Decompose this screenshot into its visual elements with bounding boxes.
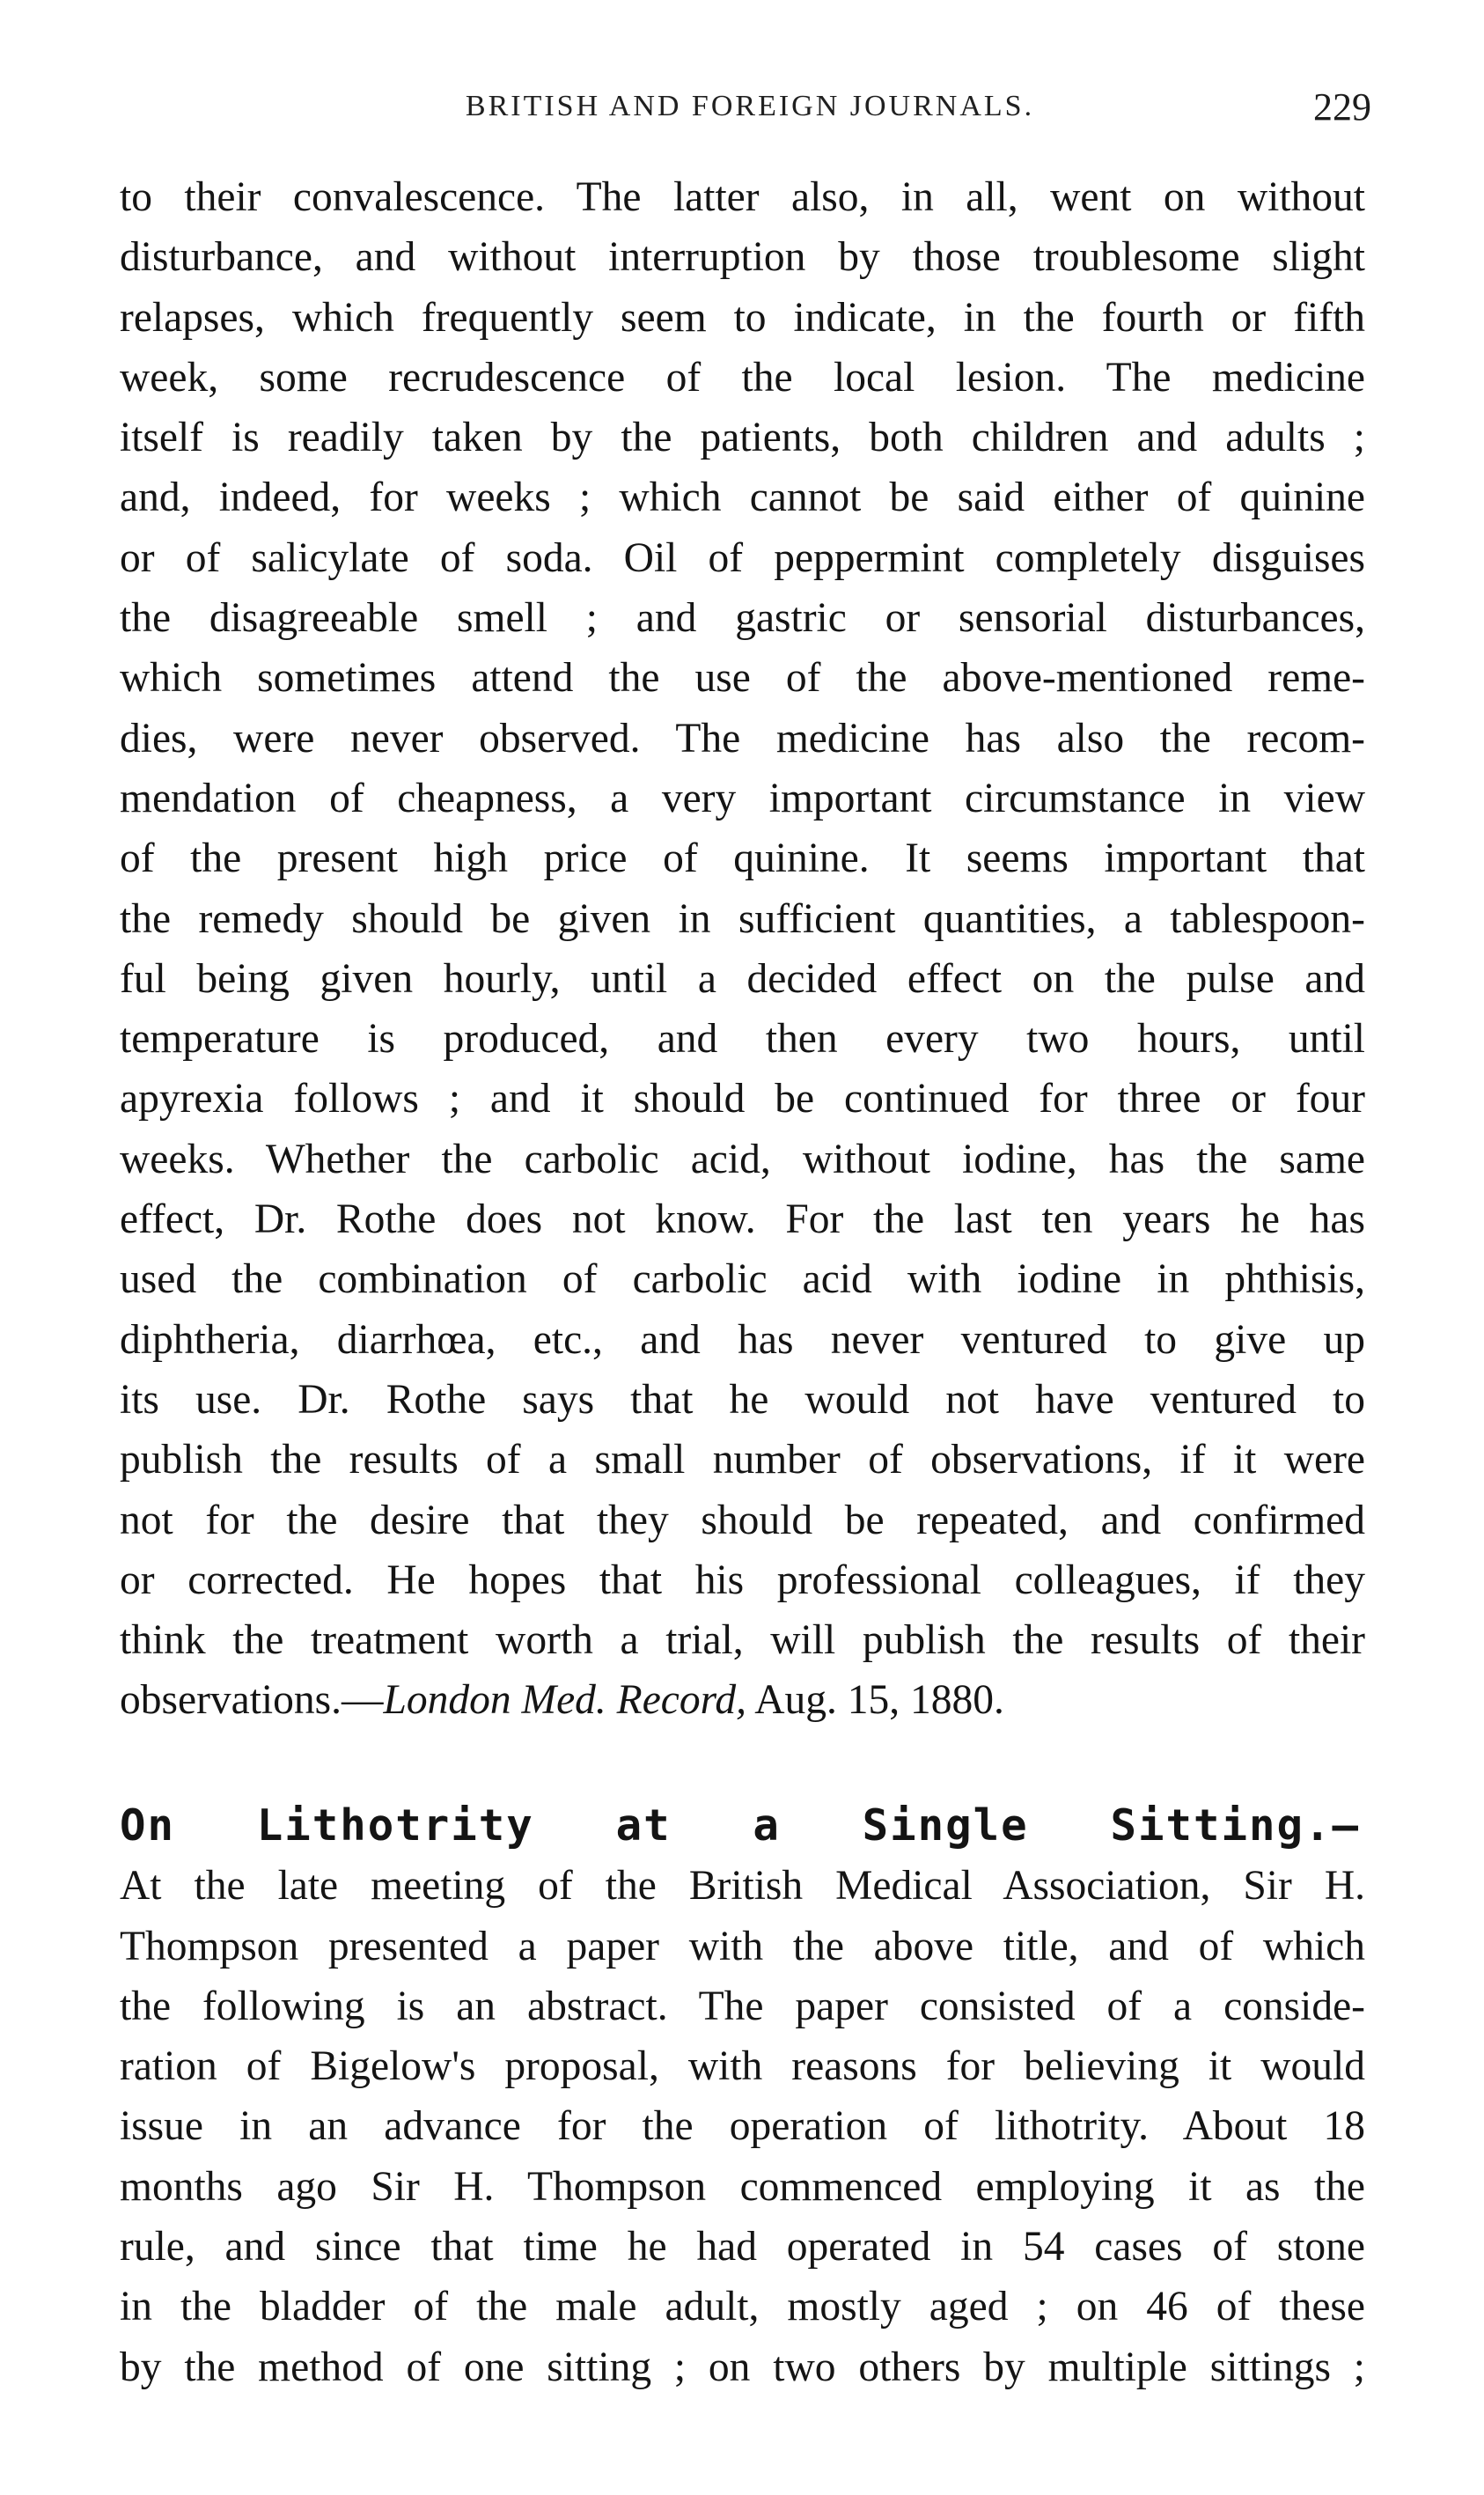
text-line: temperature is produced, and then every two hours, until [120,1016,1365,1063]
continued-paragraph [120,167,1365,1731]
text-line: by the method of one sitting ; on two others by multiple sittings ; [120,2344,1365,2390]
text-line: to their convalescence. The latter also, in all, went on without [120,174,1365,220]
citation-lead: observations.— [120,1677,384,1724]
text-line: its use. Dr. Rothe says that he would not have ventured to [120,1376,1365,1423]
text-line: which sometimes attend the use of the above-mentioned reme- [120,655,1365,702]
running-head [121,85,1378,143]
text-line: disturbance, and without interruption by those troublesome slight [120,234,1365,281]
citation-line [120,1670,1365,1730]
text-line: ration of Bigelow's proposal, with reasons for believing it would [120,2043,1365,2090]
text-line: and, indeed, for weeks ; which cannot be said either of quinine [120,475,1365,521]
text-line: the remedy should be given in sufficient quantities, a tablespoon- [120,895,1365,942]
article-lithotrity [120,1796,1365,2397]
text-line: apyrexia follows ; and it should be continued for three or four [120,1076,1365,1122]
text-line: diphtheria, diarrhœa, etc., and has never ventured to give up [120,1316,1365,1363]
text-line: not for the desire that they should be repeated, and confirmed [120,1497,1365,1543]
text-line: week, some recrudescence of the local lesion. The medicine [120,354,1365,401]
text-line: or of salicylate of soda. Oil of peppermint completely disguises [120,534,1365,581]
text-line: used the combination of carbolic acid with iodine in phthisis, [120,1256,1365,1303]
text-line: rule, and since that time he had operated in 54 cases of stone [120,2224,1365,2271]
text-line: At the late meeting of the British Medical Association, Sir H. [120,1863,1365,1910]
article-heading: On Lithotrity at a Single Sitting.— [120,1800,1360,1851]
text-line: issue in an advance for the operation of lithotrity. About 18 [120,2103,1365,2150]
source-journal: London Med. Record, [383,1677,746,1724]
text-line: or corrected. He hopes that his professional colleagues, if they [120,1557,1365,1603]
text-line: the following is an abstract. The paper consisted of a conside- [120,1983,1365,2029]
page-number: 229 [1313,85,1371,129]
text-line: publish the results of a small number of observations, if it were [120,1437,1365,1483]
text-line: Thompson presented a paper with the above title, and of which [120,1923,1365,1969]
article-first-line [120,1796,1365,1856]
text-line: think the treatment worth a trial, will publish the results of their [120,1617,1365,1664]
text-line: the disagreeable smell ; and gastric or sensorial disturbances, [120,595,1365,642]
text-line: ful being given hourly, until a decided effect on the pulse and [120,955,1365,1002]
text-line: relapses, which frequently seem to indicate, in the fourth or fifth [120,294,1365,341]
text-line: of the present high price of quinine. It seems important that [120,835,1365,882]
text-line: dies, were never observed. The medicine has also the recom- [120,715,1365,762]
text-line: in the bladder of the male adult, mostly aged ; on 46 of these [120,2284,1365,2330]
text-line: weeks. Whether the carbolic acid, without iodine, has the same [120,1136,1365,1182]
text-line: months ago Sir H. Thompson commenced employing it as the [120,2163,1365,2210]
journal-title: BRITISH AND FOREIGN JOURNALS. [465,90,1035,122]
text-line: mendation of cheapness, a very important circumstance in view [120,775,1365,821]
text-line: itself is readily taken by the patients, both children and adults ; [120,415,1365,461]
text-line: effect, Dr. Rothe does not know. For the last ten years he has [120,1196,1365,1243]
source-date: Aug. 15, 1880. [746,1677,1004,1724]
